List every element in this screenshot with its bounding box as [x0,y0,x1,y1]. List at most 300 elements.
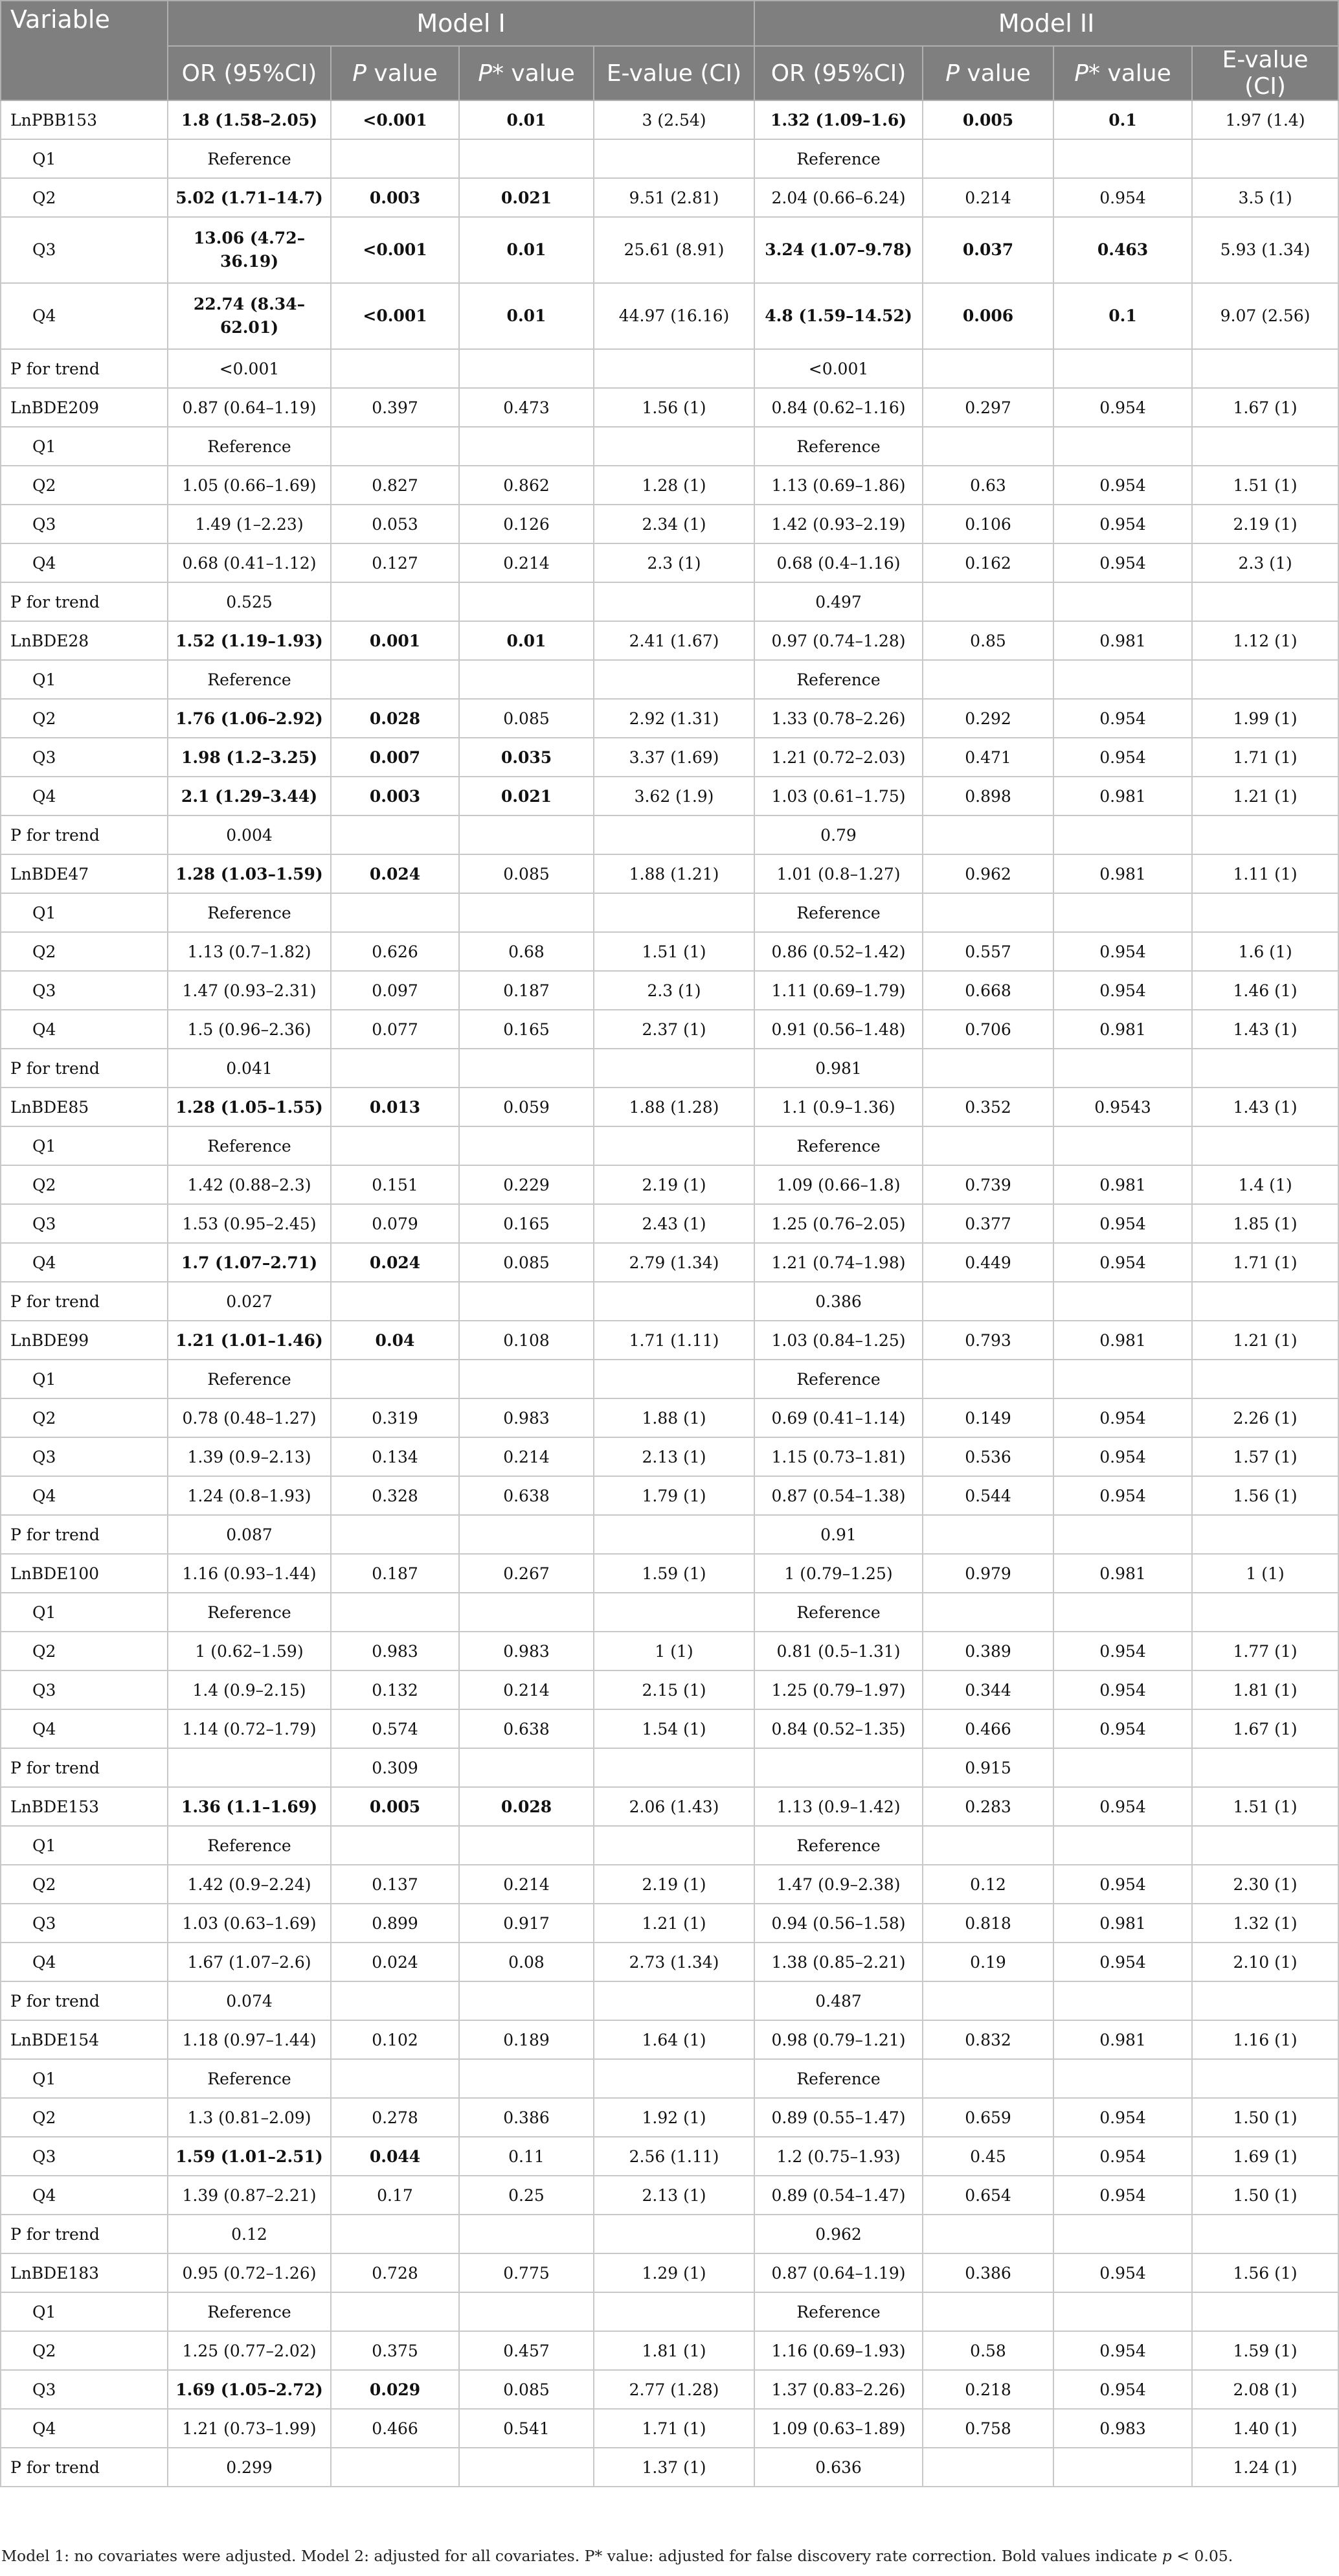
table-cell [594,2292,754,2331]
table-cell: 0.162 [923,543,1053,582]
table-cell: 0.077 [331,1010,459,1049]
table-cell: 0.574 [331,1709,459,1748]
table-cell: 2.26 (1) [1192,1398,1338,1437]
table-cell: 0.983 [459,1632,594,1670]
table-cell: 1.42 (0.9–2.24) [168,1865,331,1904]
table-cell [459,1049,594,1088]
row-label: Q1 [1,2292,168,2331]
table-cell [1192,2292,1338,2331]
table-row [1,1670,1338,1709]
table-cell [1053,2448,1192,2487]
table-cell: 0.78 (0.48–1.27) [168,1398,331,1437]
row-label: Q2 [1,178,168,217]
table-cell: 0.149 [923,1398,1053,1437]
row-label: Q1 [1,1593,168,1632]
table-cell: 0.377 [923,1204,1053,1243]
table-cell: 0.126 [459,505,594,543]
table-cell: 0.954 [1053,2137,1192,2176]
table-cell: 0.954 [1053,2176,1192,2215]
table-cell: 1.77 (1) [1192,1632,1338,1670]
row-label: Q1 [1,2059,168,2098]
table-cell: 0.151 [331,1165,459,1204]
table-cell: 1.85 (1) [1192,1204,1338,1243]
table-cell: 1.37 (1) [594,2448,754,2487]
table-cell [331,2059,459,2098]
table-cell: 1 (1) [1192,1554,1338,1593]
table-row [1,1515,1338,1554]
table-row [1,2448,1338,2487]
table-row [1,1165,1338,1204]
table-cell: 0.024 [331,1943,459,1981]
table-cell: 0.021 [459,178,594,217]
table-cell: 0.981 [1053,2020,1192,2059]
table-cell [594,1515,754,1554]
table-cell: 0.028 [459,1787,594,1826]
row-label: Q3 [1,1437,168,1476]
row-label: LnBDE209 [1,388,168,427]
row-label: Q3 [1,971,168,1010]
table-cell: Reference [168,893,331,932]
header-column-suffix: * value [491,60,575,87]
table-cell: 1.03 (0.63–1.69) [168,1904,331,1943]
table-cell: 0.979 [923,1554,1053,1593]
table-cell: <0.001 [331,217,459,283]
table-cell [459,1981,594,2020]
table-cell: 1.46 (1) [1192,971,1338,1010]
table-row [1,1904,1338,1943]
table-cell: 0.214 [459,1670,594,1709]
table-cell: 0.981 [1053,1554,1192,1593]
table-cell: 1.92 (1) [594,2098,754,2137]
table-cell: 0.005 [923,100,1053,139]
table-cell: 1.24 (1) [1192,2448,1338,2487]
table-cell: 1.4 (1) [1192,1165,1338,1204]
footnote-text-after: < 0.05. [1171,2547,1233,2565]
table-cell: 1.67 (1) [1192,1709,1338,1748]
table-cell [1192,139,1338,178]
table-cell: 1.67 (1) [1192,388,1338,427]
table-cell: 0.01 [459,621,594,660]
table-cell: 1.88 (1) [594,1398,754,1437]
table-cell: 0.91 (0.56–1.48) [754,1010,923,1049]
table-cell: 0.085 [459,1243,594,1282]
table-cell: 0.003 [331,777,459,815]
table-cell: 0.86 (0.52–1.42) [754,932,923,971]
table-cell: 1.12 (1) [1192,621,1338,660]
table-cell [923,1360,1053,1398]
table-cell: 1.99 (1) [1192,699,1338,738]
table-cell [923,1826,1053,1865]
table-cell: 0.218 [923,2370,1053,2409]
table-cell: 2.1 (1.29–3.44) [168,777,331,815]
table-row [1,582,1338,621]
table-cell: 0.299 [168,2448,331,2487]
table-cell: 0.818 [923,1904,1053,1943]
table-cell [923,2448,1053,2487]
table-cell: 0.954 [1053,543,1192,582]
table-row [1,1826,1338,1865]
table-cell: 1.28 (1.03–1.59) [168,854,331,893]
row-label: LnBDE99 [1,1321,168,1360]
table-cell: 0.187 [459,971,594,1010]
table-cell [594,582,754,621]
table-cell: 0.954 [1053,932,1192,971]
table-row [1,1593,1338,1632]
table-cell: 0.044 [331,2137,459,2176]
table-row [1,1943,1338,1981]
table-cell: 0.544 [923,1476,1053,1515]
row-label: LnBDE47 [1,854,168,893]
table-cell [459,660,594,699]
table-cell: 0.981 [1053,621,1192,660]
row-label: Q4 [1,543,168,582]
table-cell: 2.34 (1) [594,505,754,543]
table-cell: 1.53 (0.95–2.45) [168,1204,331,1243]
table-cell: 1.59 (1) [594,1554,754,1593]
table-cell: 0.106 [923,505,1053,543]
table-cell: 1.50 (1) [1192,2176,1338,2215]
table-cell: 0.954 [1053,1437,1192,1476]
table-cell: 1.47 (0.93–2.31) [168,971,331,1010]
row-label: LnBDE85 [1,1088,168,1126]
table-cell: 1.09 (0.63–1.89) [754,2409,923,2448]
table-cell: 0.189 [459,2020,594,2059]
table-cell [1053,1593,1192,1632]
table-cell [459,1593,594,1632]
table-cell [594,1360,754,1398]
table-cell: 0.832 [923,2020,1053,2059]
table-cell [923,582,1053,621]
table-cell: 2.79 (1.34) [594,1243,754,1282]
table-row [1,2370,1338,2409]
header-column-0 [168,46,331,100]
table-cell: 1.38 (0.85–2.21) [754,1943,923,1981]
table-cell [331,815,459,854]
table-cell: 1.32 (1) [1192,1904,1338,1943]
table-cell: 0.954 [1053,1865,1192,1904]
table-cell: 0.954 [1053,1398,1192,1437]
table-cell: 1.32 (1.09–1.6) [754,100,923,139]
table-cell: <0.001 [331,100,459,139]
table-cell [923,2059,1053,2098]
table-cell [923,1515,1053,1554]
header-column-4 [754,46,923,100]
table-cell: 0.525 [168,582,331,621]
table-cell: 0.954 [1053,1632,1192,1670]
table-cell: 0.954 [1053,505,1192,543]
row-label: Q2 [1,932,168,971]
table-cell: 1.81 (1) [1192,1670,1338,1709]
table-cell: 0.89 (0.55–1.47) [754,2098,923,2137]
table-cell: 0.706 [923,1010,1053,1049]
table-cell [459,2292,594,2331]
table-cell: 2.37 (1) [594,1010,754,1049]
table-cell: 0.68 (0.4–1.16) [754,543,923,582]
table-cell: 0.004 [168,815,331,854]
table-cell: Reference [754,139,923,178]
table-cell: 0.1 [1053,283,1192,349]
table-cell: 0.541 [459,2409,594,2448]
table-cell: 1.16 (0.69–1.93) [754,2331,923,2370]
table-cell: 0.04 [331,1321,459,1360]
table-cell [459,2448,594,2487]
table-cell: 1.5 (0.96–2.36) [168,1010,331,1049]
table-cell [1053,1282,1192,1321]
table-row [1,1204,1338,1243]
table-cell [1053,1748,1192,1787]
table-cell: 0.328 [331,1476,459,1515]
table-cell: 0.954 [1053,699,1192,738]
table-cell: 0.386 [459,2098,594,2137]
table-cell [1053,893,1192,932]
table-cell: 0.793 [923,1321,1053,1360]
table-cell: 0.981 [1053,1904,1192,1943]
table-cell: 0.297 [923,388,1053,427]
header-column-symbol: P [352,60,366,87]
row-label: Q3 [1,505,168,543]
table-cell: 0.898 [923,777,1053,815]
table-cell: 1.49 (1–2.23) [168,505,331,543]
table-cell [594,427,754,466]
header-column-suffix: value [959,60,1031,87]
table-cell [594,1593,754,1632]
table-cell: 0.954 [1053,466,1192,505]
header-column-symbol: P [478,60,492,87]
table-row [1,2137,1338,2176]
table-cell: 1.11 (0.69–1.79) [754,971,923,1010]
table-cell [1053,139,1192,178]
table-row [1,2331,1338,2370]
row-label: P for trend [1,349,168,388]
table-row [1,854,1338,893]
table-cell: Reference [168,660,331,699]
table-cell: 1.56 (1) [1192,2253,1338,2292]
table-cell [594,815,754,854]
table-cell: 13.06 (4.72–36.19) [168,217,331,283]
table-cell [331,893,459,932]
table-cell: 1.69 (1) [1192,2137,1338,2176]
row-label: LnPBB153 [1,100,168,139]
table-cell: 0.954 [1053,1243,1192,1282]
row-label: LnBDE154 [1,2020,168,2059]
table-cell: 1.03 (0.84–1.25) [754,1321,923,1360]
table-cell: 0.386 [754,1282,923,1321]
table-cell: 0.19 [923,1943,1053,1981]
table-row [1,543,1338,582]
table-cell: 1.15 (0.73–1.81) [754,1437,923,1476]
table-cell: Reference [754,1360,923,1398]
table-cell: 1.21 (0.74–1.98) [754,1243,923,1282]
table-cell: 0.319 [331,1398,459,1437]
table-cell: 0.87 (0.54–1.38) [754,1476,923,1515]
table-row [1,699,1338,738]
table-cell: 1.88 (1.21) [594,854,754,893]
table-cell [459,1748,594,1787]
row-label: Q2 [1,2331,168,2370]
table-row [1,1243,1338,1282]
table-cell: 0.108 [459,1321,594,1360]
table-cell: 0.954 [1053,2098,1192,2137]
table-cell [923,427,1053,466]
row-label: Q1 [1,139,168,178]
table-cell: 0.165 [459,1204,594,1243]
table-cell: 1.29 (1) [594,2253,754,2292]
table-cell: 2.10 (1) [1192,1943,1338,1981]
table-cell: 0.954 [1053,971,1192,1010]
table-cell: 1.47 (0.9–2.38) [754,1865,923,1904]
table-cell: 1.56 (1) [1192,1476,1338,1515]
table-cell: 0.87 (0.64–1.19) [168,388,331,427]
table-cell [923,1981,1053,2020]
table-cell: 1.1 (0.9–1.36) [754,1088,923,1126]
table-cell: 2.56 (1.11) [594,2137,754,2176]
table-cell: 0.97 (0.74–1.28) [754,621,923,660]
table-cell: 0.08 [459,1943,594,1981]
table-cell [459,1126,594,1165]
table-cell: 2.3 (1) [594,543,754,582]
table-cell [594,1748,754,1787]
table-cell: 0.81 (0.5–1.31) [754,1632,923,1670]
table-cell: 0.059 [459,1088,594,1126]
table-cell [594,2059,754,2098]
table-cell [331,1515,459,1554]
table-cell: 0.085 [459,854,594,893]
table-cell: 2.08 (1) [1192,2370,1338,2409]
table-cell: 0.962 [754,2215,923,2253]
table-row [1,660,1338,699]
table-cell: 0.389 [923,1632,1053,1670]
table-cell: 0.214 [923,178,1053,217]
table-cell [459,2059,594,2098]
table-cell: 0.037 [923,217,1053,283]
header-column-label: E-value (CI) [606,60,742,87]
table-cell [594,1826,754,1865]
table-cell [459,139,594,178]
table-cell [594,1981,754,2020]
row-label: Q4 [1,1476,168,1515]
table-row [1,1437,1338,1476]
header-row-columns [1,46,1338,100]
header-column-label: OR (95%CI) [181,60,317,87]
table-cell: 0.134 [331,1437,459,1476]
table-cell: 0.021 [459,777,594,815]
table-cell [1192,893,1338,932]
table-cell: 0.449 [923,1243,1053,1282]
table-cell: 2.15 (1) [594,1670,754,1709]
table-cell: 1 (0.62–1.59) [168,1632,331,1670]
row-label: Q4 [1,1709,168,1748]
row-label: Q3 [1,1904,168,1943]
table-row [1,893,1338,932]
row-label: Q1 [1,1126,168,1165]
table-cell [459,582,594,621]
table-cell: 0.214 [459,1437,594,1476]
table-cell: 0.079 [331,1204,459,1243]
table-row [1,466,1338,505]
table-cell: 3.24 (1.07–9.78) [754,217,923,283]
table-cell [1053,1126,1192,1165]
table-cell: 0.1 [1053,100,1192,139]
table-cell: 1.13 (0.9–1.42) [754,1787,923,1826]
table-cell: 0.981 [1053,777,1192,815]
row-label: Q4 [1,1010,168,1049]
table-cell: 0.68 (0.41–1.12) [168,543,331,582]
table-cell: 9.07 (2.56) [1192,283,1338,349]
table-cell: 0.132 [331,1670,459,1709]
table-cell [331,1126,459,1165]
row-label: Q2 [1,1632,168,1670]
table-cell: 1.6 (1) [1192,932,1338,971]
table-cell: 0.45 [923,2137,1053,2176]
header-column-symbol: P [1074,60,1088,87]
table-cell: Reference [168,1593,331,1632]
table-row [1,1476,1338,1515]
table-cell: 0.87 (0.64–1.19) [754,2253,923,2292]
row-label: Q1 [1,893,168,932]
table-cell [923,1593,1053,1632]
table-body [1,100,1338,2487]
table-row [1,815,1338,854]
table-cell: 0.003 [331,178,459,217]
table-cell [1192,582,1338,621]
table-cell: 0.102 [331,2020,459,2059]
table-cell: Reference [168,2059,331,2098]
table-cell: 3 (2.54) [594,100,754,139]
table-cell [459,815,594,854]
table-cell: Reference [168,2292,331,2331]
table-row [1,2098,1338,2137]
row-label: Q3 [1,738,168,777]
table-row [1,777,1338,815]
table-cell: 0.638 [459,1476,594,1515]
table-cell: 0.375 [331,2331,459,2370]
table-cell: Reference [754,427,923,466]
table-cell: <0.001 [754,349,923,388]
table-cell: 0.962 [923,854,1053,893]
table-row [1,1787,1338,1826]
table-row [1,139,1338,178]
table-cell: 1.24 (0.8–1.93) [168,1476,331,1515]
table-cell [1053,2215,1192,2253]
row-label: Q2 [1,699,168,738]
table-cell: Reference [754,1126,923,1165]
table-cell: 0.12 [168,2215,331,2253]
table-cell: 1.21 (1) [1192,777,1338,815]
table-cell: 2.92 (1.31) [594,699,754,738]
table-cell: 0.127 [331,543,459,582]
table-cell [1192,815,1338,854]
row-label: P for trend [1,2448,168,2487]
table-cell: 0.283 [923,1787,1053,1826]
header-model-2: Model II [754,1,1338,46]
table-cell: 0.006 [923,283,1053,349]
header-row-models [1,1,1338,46]
table-cell [459,2215,594,2253]
table-cell: 0.024 [331,1243,459,1282]
table-cell [459,893,594,932]
table-cell: 0.041 [168,1049,331,1088]
table-cell: 0.007 [331,738,459,777]
table-cell: 0.728 [331,2253,459,2292]
table-cell: 1.51 (1) [1192,1787,1338,1826]
header-column-suffix: * value [1088,60,1171,87]
table-cell: 1.43 (1) [1192,1088,1338,1126]
table-cell: 0.626 [331,932,459,971]
table-cell: 0.9543 [1053,1088,1192,1126]
table-cell [331,2215,459,2253]
table-cell: 0.214 [459,1865,594,1904]
table-cell: 0.954 [1053,1787,1192,1826]
